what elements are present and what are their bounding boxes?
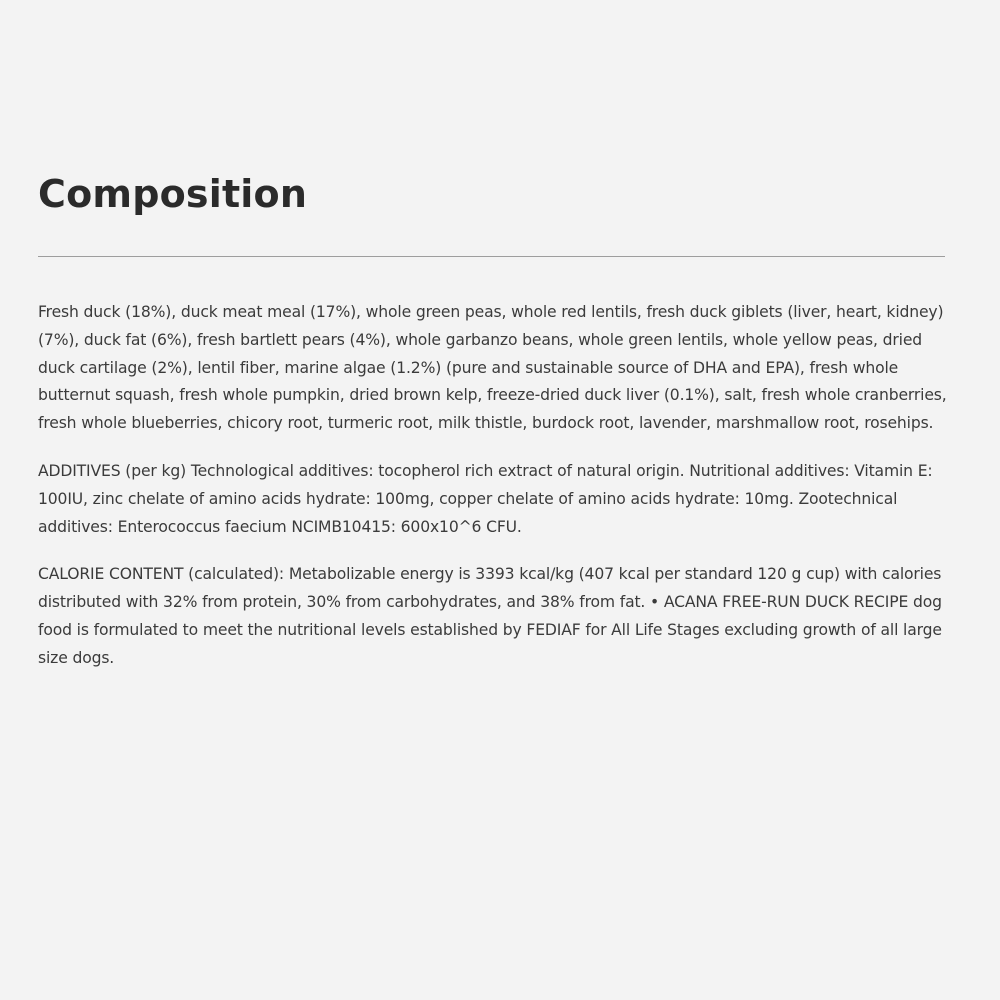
section-title: Composition (38, 172, 308, 216)
composition-content (38, 299, 958, 693)
additives-paragraph: ADDITIVES (per kg) Technological additives: tocopherol rich extract of natural origin. Nutritional additives: Vitamin E: 100IU, zinc chelate of amino acids hydrate: 100mg, copper chelate of amino acids hydrate: 10mg. Zootechnical additives: Enterococcus faecium NCIMB10415: 600x10^6 CFU. (38, 461, 933, 536)
title-divider (38, 256, 945, 257)
ingredients-paragraph: Fresh duck (18%), duck meat meal (17%), whole green peas, whole red lentils, fresh duck giblets (liver, heart, kidney) (7%), duck fat (6%), fresh bartlett pears (4%), whole garbanzo beans, whole green lentils, whole yellow peas, dried duck cartilage (2%), lentil fiber, marine algae (1.2%) (pure and sustainable source of DHA and EPA), fresh whole butternut squash, fresh whole pumpkin, dried brown kelp, freeze-dried duck liver (0.1%), salt, fresh whole cranberries, fresh whole blueberries, chicory root, turmeric root, milk thistle, burdock root, lavender, marshmallow root, rosehips. (38, 303, 947, 433)
calorie-content-paragraph: CALORIE CONTENT (calculated): Metabolizable energy is 3393 kcal/kg (407 kcal per standard 120 g cup) with calories distributed with 32% from protein, 30% from carbohydrates, and 38% from fat. • ACANA FREE-RUN DUCK RECIPE dog food is formulated to meet the nutritional levels established by FEDIAF for All Life Stages excluding growth of all large size dogs. (38, 565, 942, 667)
